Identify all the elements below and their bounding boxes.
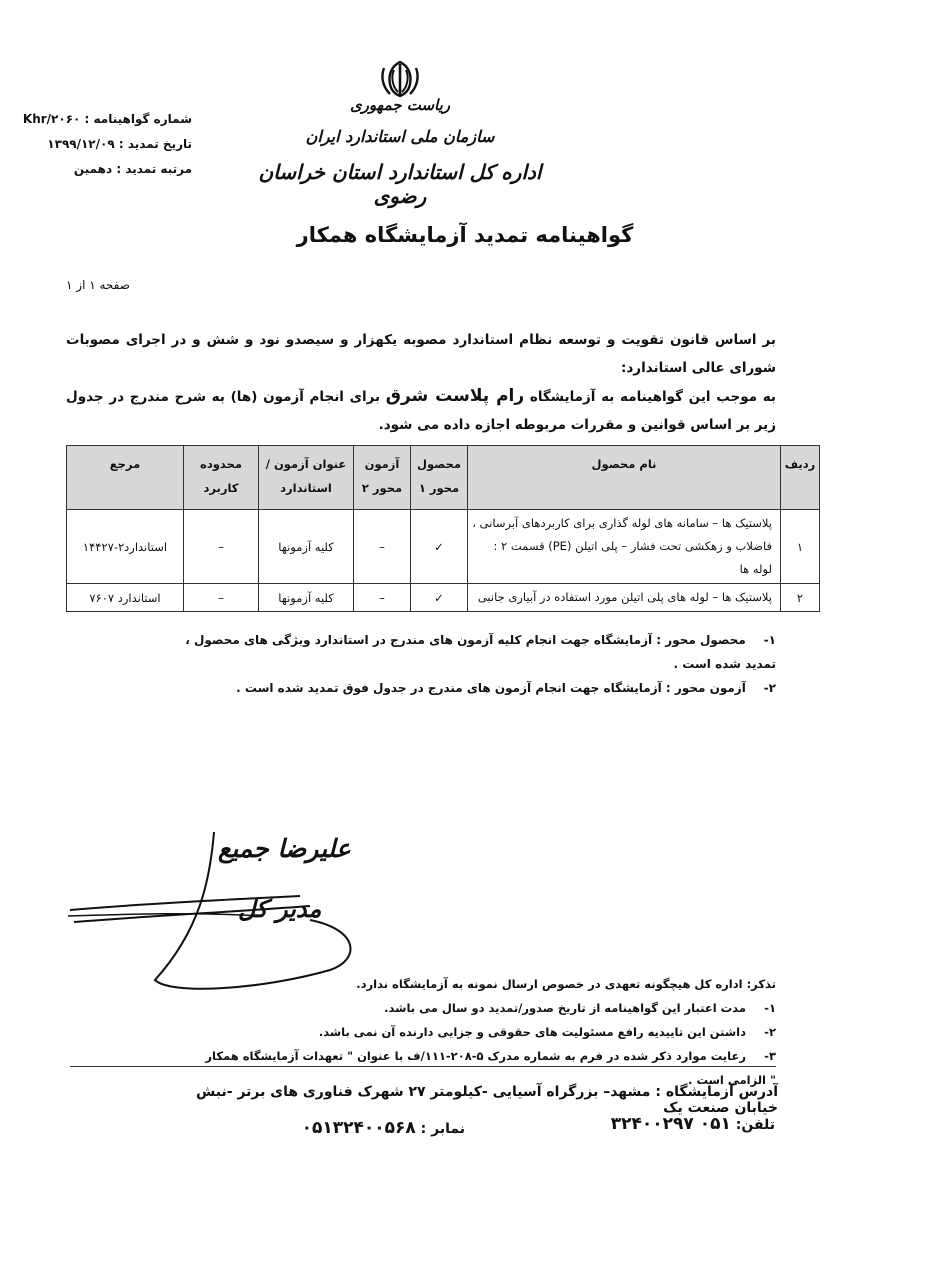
remarks-intro: تذکر: اداره کل هیچگونه تعهدی در خصوص ارسال نمونه به آزمایشگاه ندارد. [356,977,776,991]
header-axis1: محصول محور ۱ [411,446,468,510]
lab-name: رام پلاست شرق [385,386,525,406]
cell-scope: – [184,584,259,612]
cell-axis2: – [354,510,411,584]
header-line-presidency: ریاست جمهوری [349,96,451,114]
emblem-icon [378,58,422,98]
renew-date-value: ۱۳۹۹/۱۲/۰۹ [47,137,115,151]
remark-item [200,1020,776,1044]
footer-divider [70,1066,776,1067]
note-number: ۱- [763,633,776,647]
remark-text: مدت اعتبار این گواهینامه از تاریخ صدور/تمدید دو سال می باشد. [384,1001,746,1015]
cell-row-number: ۱ [781,510,820,584]
cell-reference: استاندارد۲-۱۴۴۲۷ [67,510,184,584]
note-item [180,676,776,700]
cert-number-value: Khr/۲۰۶۰ [22,112,81,126]
test-scope-table [66,445,820,612]
page-number: صفحه ۱ از ۱ [66,278,130,292]
renew-rank-line [2,162,192,176]
fax-label: نمابر : [420,1121,465,1137]
phone-value: ۰۵۱ ۳۲۴۰۰۲۹۷ [610,1114,731,1134]
phone-label: تلفن: [735,1117,775,1133]
renew-rank-label: مرتبه تمدید : [116,162,192,176]
signatory-role: مدیر کل [238,894,322,923]
intro-paragraph-1: بر اساس قانون تقویت و توسعه نظام استاندارد مصوبه یکهزار و سیصدو نود و شش و در اجرای مصوبات شورای عالی استاندارد: [66,332,776,376]
remark-text: داشتن این تاییدیه رافع مسئولیت های حقوقی و جزایی دارنده آن نمی باشد. [318,1025,746,1039]
cell-row-number: ۲ [781,584,820,612]
intro-p2-end: برای انجام آزمون (ها) به شرح مندرج در جدول زیر بر اساس قوانین و مقررات مربوطه اجازه داده می شود. [66,389,776,433]
cell-scope: – [184,510,259,584]
remark-number: ۳- [764,1049,776,1063]
renew-date-line [2,137,192,151]
header-line-organization: سازمان ملی استاندارد ایران [305,127,495,146]
header-line-department: اداره کل استاندارد استان خراسان رضوی [258,160,542,208]
cell-axis2: – [354,584,411,612]
cell-test-title: کلیه آزمونها [259,584,354,612]
note-number: ۲- [763,681,776,695]
intro-p2-start: به موجب این گواهینامه به آزمایشگاه [529,389,776,405]
intro-text [66,326,776,439]
header-row-number: ردیف [781,446,820,510]
fax-value: ۰۵۱۳۲۴۰۰۵۶۸ [301,1118,416,1138]
cell-test-title: کلیه آزمونها [259,510,354,584]
header-test-title: عنوان آزمون / استاندارد [259,446,354,510]
cell-reference: استاندارد ۷۶۰۷ [67,584,184,612]
note-text: محصول محور : آزمایشگاه جهت انجام کلیه آزمون های مندرج در استاندارد ویژگی های محصول ، تمدید شده است . [185,633,776,671]
renew-rank-value: دهمین [73,162,113,176]
cert-number-label: شماره گواهینامه : [84,112,192,126]
cell-product-name: پلاستیک ها – لوله های پلی اتیلن مورد استفاده در آبیاری جانبی [468,584,781,612]
cell-product-name: پلاستیک ها – سامانه های لوله گذاری برای کاربردهای آبرسانی ، فاضلاب و زهکشی تحت فشار – پلی اتیلن (PE) قسمت ۲ : لوله ها [468,510,781,584]
signatory-name: علیرضا جمیع [218,834,351,863]
header-axis2: آزمون محور ۲ [354,446,411,510]
lab-phone [611,1114,775,1134]
table-row [67,584,820,612]
header-reference: مرجع [67,446,184,510]
remark-number: ۲- [764,1025,776,1039]
note-text: آزمون محور : آزمایشگاه جهت انجام آزمون های مندرج در جدول فوق تمدید شده است . [236,681,746,695]
header-product-name: نام محصول [468,446,781,510]
renew-date-label: تاریخ تمدید : [118,137,192,151]
remarks [200,972,776,1092]
lab-address: آدرس آزمایشگاه : مشهد– بزرگراه آسیایی -کیلومتر ۲۷ شهرک فناوری های برتر -نبش خیابان صنعت یک [196,1084,778,1116]
cell-axis1: ✓ [411,510,468,584]
remark-text: رعایت موارد ذکر شده در فرم به شماره مدرک ۵-۲۰۸-۱۱۱/ف با عنوان " تعهدات آزمایشگاه همکار " الزامی است . [205,1049,776,1087]
cell-axis1: ✓ [411,584,468,612]
note-item [180,628,776,676]
lab-fax [302,1118,465,1138]
header-scope: محدوده کاربرد [184,446,259,510]
table-header-row [67,446,820,510]
table-notes [180,628,776,700]
cert-number-line [2,112,192,126]
table-row [67,510,820,584]
intro-paragraph-2 [66,382,776,439]
remark-number: ۱- [764,1001,776,1015]
document-title: گواهینامه تمدید آزمایشگاه همکار [296,223,634,247]
remark-item [200,996,776,1020]
